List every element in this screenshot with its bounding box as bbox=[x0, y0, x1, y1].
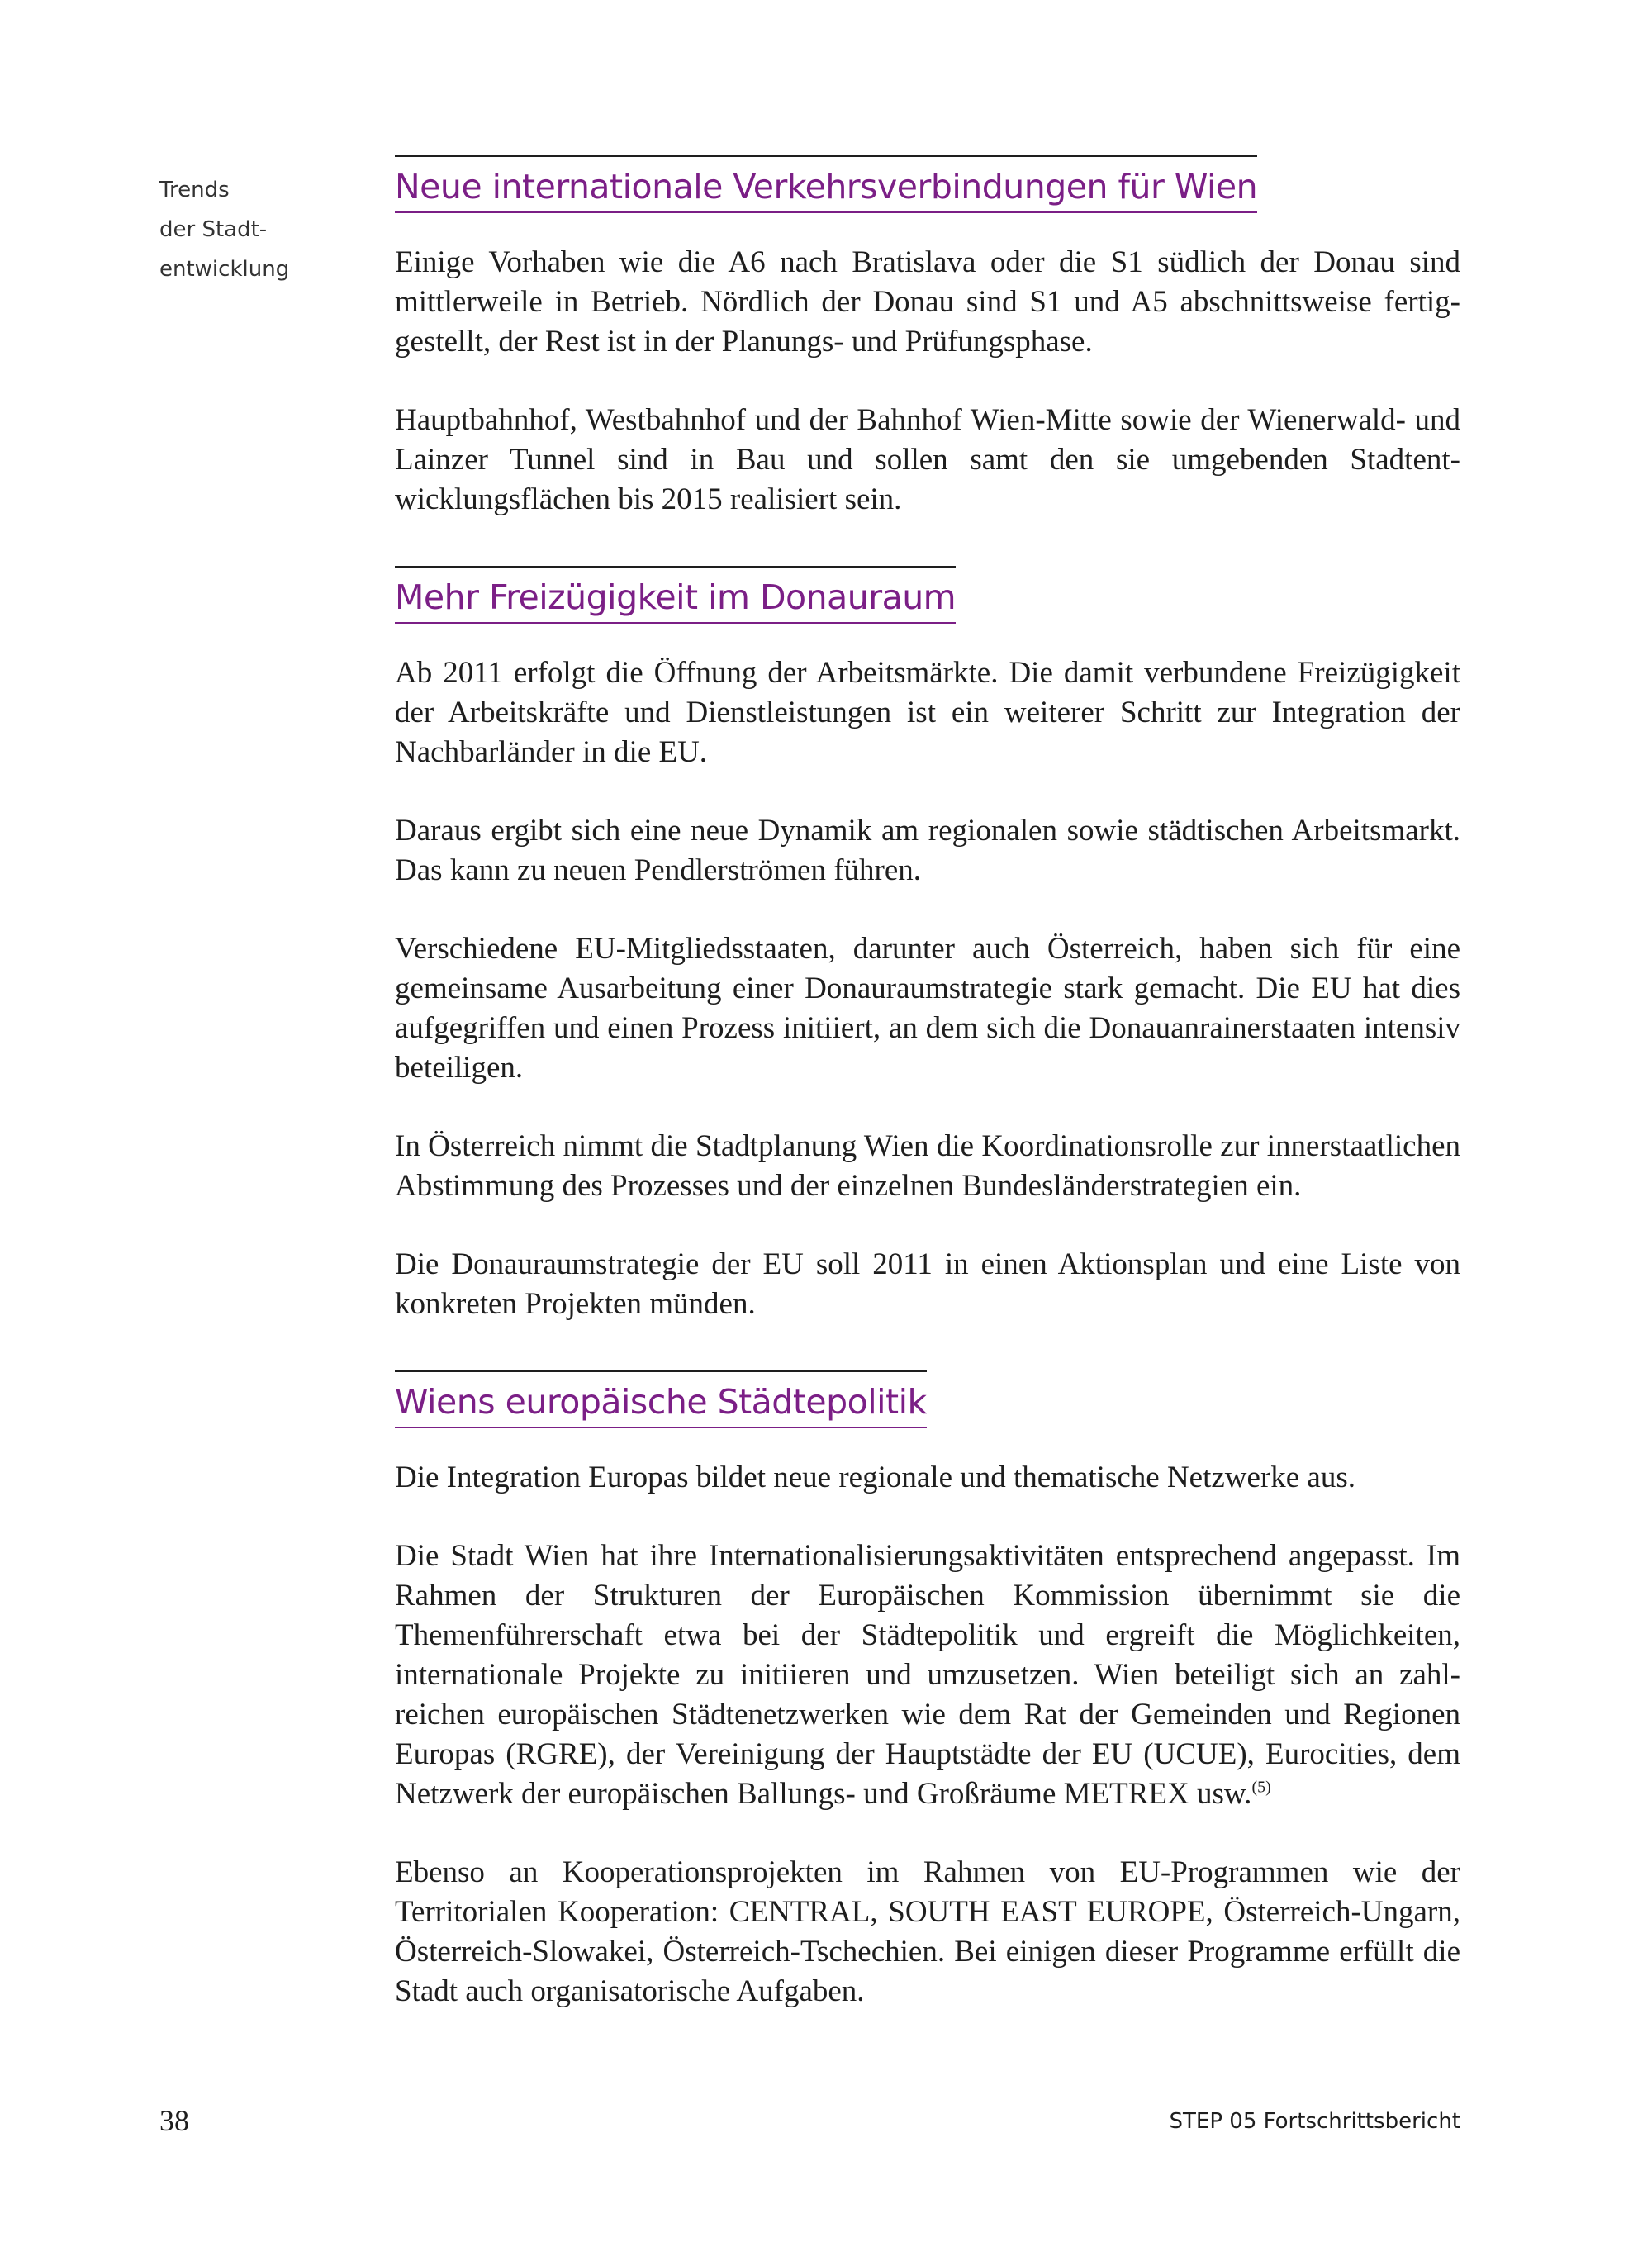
section-heading: Mehr Freizügigkeit im Donauraum bbox=[395, 577, 957, 617]
paragraph: In Österreich nimmt die Stadtplanung Wien die Koordinationsrolle zur innerstaatlichen Abstimmung des Prozesses und der einzelnen Bundesländerstrategien ein. bbox=[395, 1129, 1460, 1203]
paragraph: Die Donauraumstrategie der EU soll 2011 in einen Aktionsplan und eine Liste von konkreten Projekten münden. bbox=[395, 1247, 1460, 1321]
main-content bbox=[395, 155, 1460, 2050]
sidebar-line: entwicklung bbox=[159, 257, 290, 282]
footnote-reference: (5) bbox=[1251, 1778, 1271, 1797]
section-staedtepolitik bbox=[395, 1370, 1460, 2012]
paragraph: Einige Vorhaben wie die A6 nach Bratislava oder die S1 südlich der Donau sind mittlerweile in Betrieb. Nördlich der Donau sind S1 und A5 abschnittsweise fertiggestellt, der Rest ist in der Planungs- und Prüfungsphase. bbox=[395, 245, 1460, 359]
sidebar-line: Trends bbox=[159, 178, 230, 202]
section-heading: Wiens europäische Städtepolitik bbox=[395, 1382, 927, 1422]
section-donauraum bbox=[395, 566, 1460, 1324]
paragraph: Die Integration Europas bildet neue regionale und thematische Netzwerke aus. bbox=[395, 1461, 1356, 1494]
sidebar-line: der Stadt- bbox=[159, 217, 268, 242]
section-heading: Neue internationale Verkehrsverbindungen für Wien bbox=[395, 167, 1258, 207]
paragraph: Verschiedene EU-Mitgliedsstaaten, darunter auch Österreich, haben sich für eine gemeinsame Ausarbeitung einer Donauraumstrategie stark gemacht. Die EU hat dies aufgegriffen und einen Prozess initiiert, an dem sich die Donauanrainerstaaten intensiv beteiligen. bbox=[395, 932, 1460, 1085]
section-verkehrsverbindungen bbox=[395, 155, 1460, 520]
section-heading-box bbox=[395, 566, 956, 624]
paragraph: Hauptbahnhof, Westbahnhof und der Bahnhof Wien-Mitte sowie der Wienerwald- und Lainzer Tunnel sind in Bau und sollen samt den sie umgebenden Stadtentwicklungsflächen bis 2015 realisiert sein. bbox=[395, 403, 1460, 516]
paragraph bbox=[395, 1537, 1460, 1814]
page-number: 38 bbox=[159, 2104, 189, 2137]
paragraph: Ab 2011 erfolgt die Öffnung der Arbeitsmärkte. Die damit verbundene Freizügigkeit der Arbeitskräfte und Dienstleistungen ist ein weiterer Schritt zur Integration der Nachbarländer in die EU. bbox=[395, 656, 1460, 769]
paragraph-text: Die Stadt Wien hat ihre Internationalisierungsaktivitäten entsprechend angepasst. Im Rahmen der Strukturen der Europäischen Kommission übernimmt sie die Themenführerschaft etwa bei der Städtepolitik und ergreift die Möglichkeiten, internationale Projekte zu initiieren und umzusetzen. Wien beteiligt sich an zahlreichen europäischen Städtenetzwerken wie dem Rat der Gemeinden und Regionen Europas (RGRE), der Vereinigung der Hauptstädte der EU (UCUE), Eurocities, dem Netzwerk der europäischen Ballungs- und Großräume METREX usw. bbox=[395, 1539, 1460, 1811]
section-heading-box bbox=[395, 155, 1257, 213]
paragraph: Daraus ergibt sich eine neue Dynamik am regionalen sowie städtischen Arbeitsmarkt. Das kann zu neuen Pendlerströmen führen. bbox=[395, 814, 1460, 887]
publication-title: STEP 05 Fortschrittsbericht bbox=[1169, 2109, 1460, 2134]
sidebar-label bbox=[159, 170, 308, 289]
section-heading-box bbox=[395, 1370, 927, 1428]
paragraph: Ebenso an Kooperationsprojekten im Rahmen von EU-Programmen wie der Territorialen Kooperation: CENTRAL, SOUTH EAST EUROPE, Österreich-Ungarn, Österreich-Slowakei, Österreich-Tschechien. Bei einigen dieser Programme erfüllt die Stadt auch organisatorische Aufgaben. bbox=[395, 1855, 1460, 2008]
